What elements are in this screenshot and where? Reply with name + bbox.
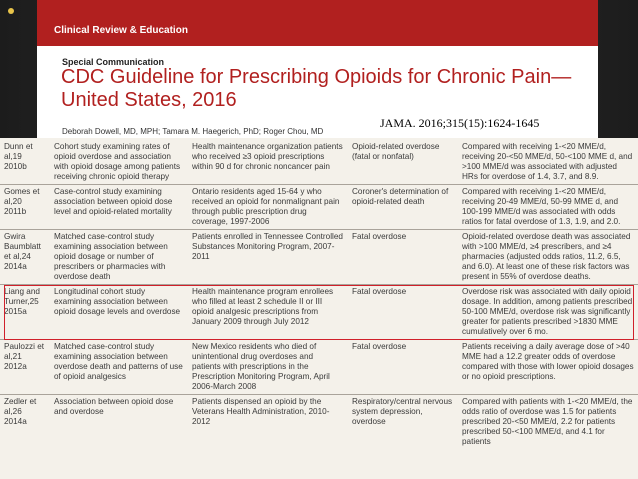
table-cell-population: Health maintenance program enrollees who filled at least 2 schedule II or III opioid analgesic prescriptions from January 2009 through July 2012 [188, 285, 348, 340]
table-cell-outcome: Respiratory/central nervous system depression, overdose [348, 395, 458, 450]
table-cell-study: Zedler et al,26 2014a [0, 395, 50, 450]
table-cell-study: Liang and Turner,25 2015a [0, 285, 50, 340]
table-cell-findings: Compared with receiving 1-<20 MME/d, receiving 20-49 MME/d, 50-99 MME d, and 100-199 MME/d was associated with odds ratios for fatal overdose of 1.3, 1.9, and 2.0. [458, 185, 638, 230]
table-cell-design: Matched case-control study examining association between opioid dosage or number of prescribers or pharmacies with overdose death [50, 230, 188, 285]
table-cell-population: Patients dispensed an opioid by the Veterans Health Administration, 2010-2012 [188, 395, 348, 450]
table-cell-findings: Compared with receiving 1-<20 MME/d, receiving 20-<50 MME/d, 50-<100 MME d, and >100 MME/d was associated with adjusted HRs for overdose of 1.4, 3.7, and 8.9. [462, 142, 633, 181]
study-table-image [0, 138, 638, 479]
table-cell-findings: Patients receiving a daily average dose of >40 MME had a 12.2 greater odds of overdose compared with those with lower opioid dosages or no opioid prescriptions. [458, 340, 638, 395]
table-cell-design: Association between opioid dose and overdose [50, 395, 188, 450]
table-row [0, 230, 638, 285]
table-cell-design: Case-control study examining association between opioid dose level and opioid-related mortality [50, 185, 188, 230]
highlight-box [4, 285, 634, 340]
table-cell-findings: Overdose risk was associated with daily opioid dosage. In addition, among patients prescribed 50-100 MME/d, overdose risk was significantly greater for patients prescribed >1830 MME cumulatively over 6 mo. [458, 285, 638, 340]
table-row [0, 395, 638, 450]
table-cell-outcome: Opioid-related overdose (fatal or nonfatal) [352, 142, 440, 161]
table-cell-population: Health maintenance organization patients who received ≥3 opioid prescriptions within 90 d for chronic noncancer pain [192, 142, 343, 171]
table-cell-findings: Opioid-related overdose death was associated with >100 MME/d, ≥4 prescribers, and ≥4 pharmacies (adjusted odds ratios, 11.2, 6.5, and 6.0). At least one of these risk factors was present in 55% of overdose deaths. [458, 230, 638, 285]
journal-citation: JAMA. 2016;315(15):1624-1645 [380, 116, 540, 130]
table-row [0, 185, 638, 230]
section-label: Clinical Review & Education [54, 25, 188, 36]
table-cell-design: Cohort study examining rates of opioid overdose and association with opioid dosage among patients receiving chronic opioid therapy [54, 142, 181, 181]
table-cell-study: Paulozzi et al,21 2012a [0, 340, 50, 395]
table-cell-outcome: Fatal overdose [348, 285, 458, 340]
table-cell-population: New Mexico residents who died of unintentional drug overdoses and patients with prescriptions in the Prescription Monitoring Program, April 2006-March 2008 [188, 340, 348, 395]
table-cell-study: Gomes et al,20 2011b [0, 185, 50, 230]
table-cell-outcome: Coroner's determination of opioid-related death [348, 185, 458, 230]
table-cell-outcome: Fatal overdose [348, 230, 458, 285]
table-cell-outcome: Fatal overdose [348, 340, 458, 395]
table-cell-findings: Compared with patients with 1-<20 MME/d, the odds ratio of overdose was 1.5 for patients prescribed 20-<50 MME/d, 2.2 for patients prescribed 50-<100 MME/d, and 4.1 for patients [458, 395, 638, 450]
table-row [0, 140, 638, 185]
table-row [0, 340, 638, 395]
table-cell-design: Matched case-control study examining association between overdose death and patterns of use of opioid analgesics [50, 340, 188, 395]
journal-section-bar [37, 0, 598, 46]
table-cell-design: Longitudinal cohort study examining association between opioid dosage levels and overdose [50, 285, 188, 340]
table-cell-population: Patients enrolled in Tennessee Controlled Substances Monitoring Program, 2007-2011 [188, 230, 348, 285]
article-title: CDC Guideline for Prescribing Opioids for Chronic Pain—United States, 2016 [61, 66, 572, 111]
article-type: Special Communication [62, 57, 165, 67]
table-cell-population: Ontario residents aged 15-64 y who received an opioid for nonmalignant pain through public prescription drug coverage, 1997-2006 [188, 185, 348, 230]
table-cell-study: Dunn et al,19 2010b [4, 142, 33, 171]
article-authors: Deborah Dowell, MD, MPH; Tamara M. Haegerich, PhD; Roger Chou, MD [62, 127, 324, 136]
slide-bullet-dot [8, 8, 14, 14]
table-cell-study: Gwira Baumblatt et al,24 2014a [0, 230, 50, 285]
